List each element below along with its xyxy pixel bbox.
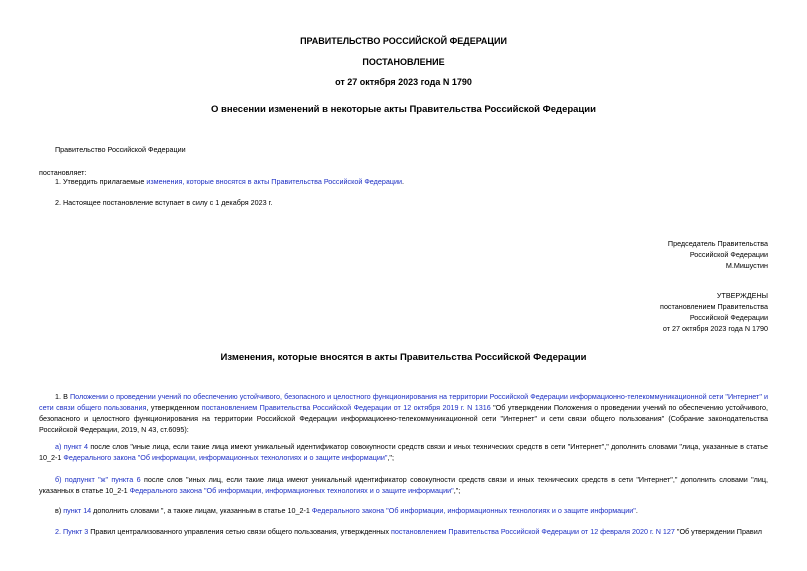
changes-subitem-c — [55, 505, 638, 516]
approved-government: Российской Федерации — [689, 313, 768, 322]
subitem-b-text: после слов "иных лиц, если такие лица имеют уникальный идентификатор совокупности средств связи и иных технических средств в сети "Интернет"," дополнить словами "лиц, указанных в статье 10_2-1 — [39, 475, 768, 495]
subitem-a-end: ,"; — [387, 453, 394, 462]
p1-middle: , утвержденном — [146, 403, 202, 412]
p2-tail: "Об утверждении Правил — [674, 527, 762, 536]
document-type: ПОСТАНОВЛЕНИЕ — [362, 57, 445, 67]
resolution-1316-link[interactable]: постановлением Правительства Российской Федерации от 12 октября 2019 г. N 1316 — [201, 403, 491, 412]
federal-law-link-c[interactable]: Федерального закона "Об информации, информационных технологиях и о защите информации" — [311, 506, 636, 515]
p2-text: Правил централизованного управления сетью связи общего пользования, утвержденных — [88, 527, 391, 536]
signature-position-1: Председатель Правительства — [667, 239, 768, 248]
item-2: 2. Настоящее постановление вступает в силу с 1 декабря 2023 г. — [55, 198, 273, 207]
p1-prefix: 1. В — [55, 392, 70, 401]
subitem-c-prefix: в) — [55, 506, 64, 515]
approved-label: УТВЕРЖДЕНЫ — [716, 291, 768, 300]
changes-subitem-b — [39, 474, 768, 496]
preamble-government: Правительство Российской Федерации — [55, 145, 186, 154]
federal-law-link-b[interactable]: Федерального закона "Об информации, информационных технологиях и о защите информации" — [129, 486, 454, 495]
preamble-decides: постановляет: — [39, 168, 87, 177]
p1-tail: "Об утверждении Положения о проведении учений по обеспечению устойчивого, безопасного и целостного функционирования на территории Российской Федерации информационно-телекоммуникационной сети "Интернет" и сети связи общего пользования" (Собрание законодательства Российской Федерации, 2019, N 43, ст.6095): — [39, 403, 768, 434]
approved-by: постановлением Правительства — [660, 302, 768, 311]
item-1-suffix: . — [401, 177, 404, 186]
changes-paragraph-1 — [39, 391, 768, 435]
item-1-prefix: 1. Утвердить прилагаемые — [55, 177, 147, 186]
regulation-link[interactable]: Положении о проведении учений по обеспечению устойчивого, безопасного и целостного функционирования на территории Российской Федерации информационно-телекоммуникационной сети "Интернет" и сети связи общего пользования — [39, 392, 768, 412]
changes-paragraph-2 — [55, 526, 768, 537]
signature-position-2: Российской Федерации — [689, 250, 768, 259]
federal-law-link-a[interactable]: Федерального закона "Об информации, информационных технологиях и о защите информации" — [63, 453, 388, 462]
approved-changes-link[interactable]: изменения, которые вносятся в акты Правительства Российской Федерации — [146, 177, 402, 186]
clause-14-link[interactable]: пункт 14 — [63, 506, 92, 515]
signature-name: М.Мишустин — [725, 261, 768, 270]
changes-subitem-a — [39, 441, 768, 463]
clause-3-link[interactable]: 2. Пункт 3 — [55, 527, 89, 536]
government-heading: ПРАВИТЕЛЬСТВО РОССИЙСКОЙ ФЕДЕРАЦИИ — [300, 36, 507, 46]
subitem-b-end: ,"; — [453, 486, 461, 495]
subitem-c-end: . — [635, 506, 638, 515]
approved-date: от 27 октября 2023 года N 1790 — [662, 324, 768, 333]
subclause-zh-link[interactable]: б) подпункт "ж" пункта 6 — [55, 475, 141, 484]
resolution-127-link[interactable]: постановлением Правительства Российской Федерации от 12 февраля 2020 г. N 127 — [390, 527, 675, 536]
item-1 — [55, 176, 404, 187]
clause-4-link[interactable]: а) пункт 4 — [55, 442, 89, 451]
changes-title: Изменения, которые вносятся в акты Правительства Российской Федерации — [220, 352, 587, 363]
subitem-c-text: дополнить словами ", а также лицам, указанным в статье 10_2-1 — [91, 506, 312, 515]
subitem-a-text: после слов "иные лица, если такие лица имеют уникальный идентификатор совокупности средств связи и иных технических средств в сети "Интернет"," дополнить словами "лица, указанные в статье 10_2-1 — [39, 442, 768, 462]
document-date-number: от 27 октября 2023 года N 1790 — [335, 77, 472, 87]
document-title: О внесении изменений в некоторые акты Правительства Российской Федерации — [211, 104, 596, 115]
